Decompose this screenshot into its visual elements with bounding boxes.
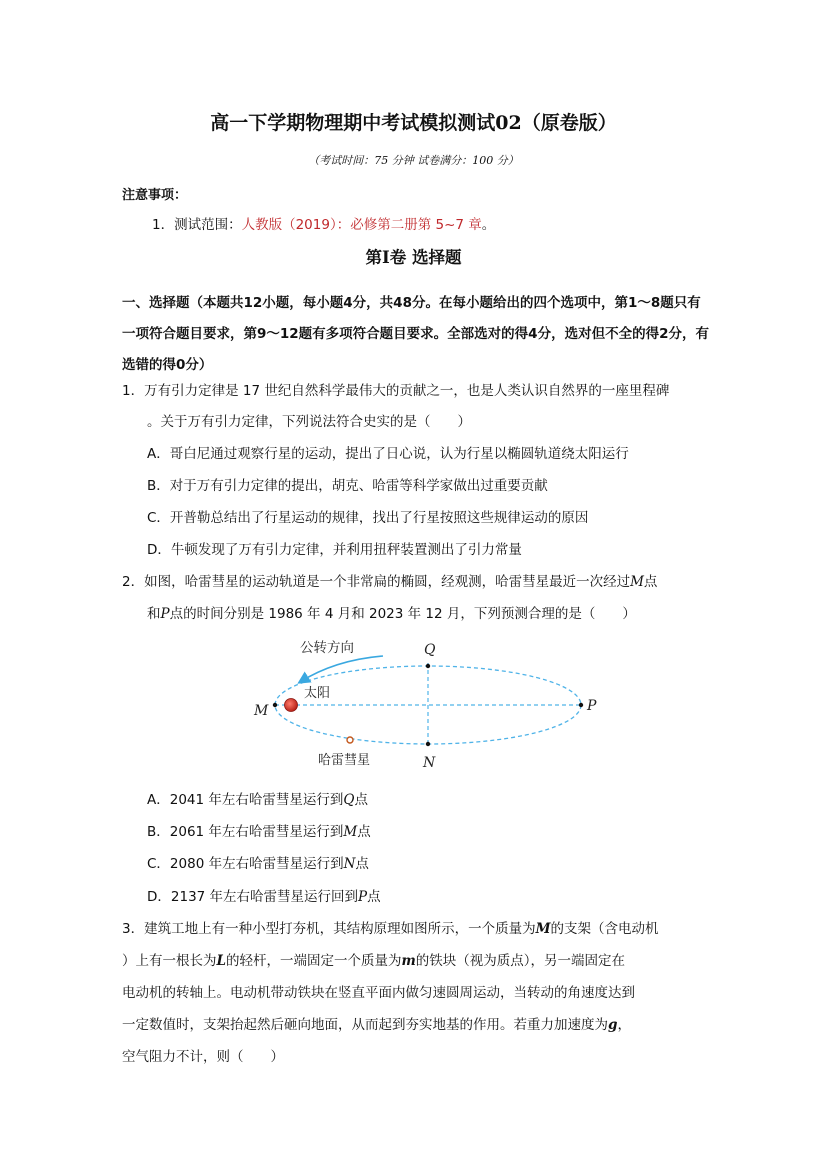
q2-option-d-point: P (358, 889, 368, 905)
q2-option-b-end: 点 (357, 824, 371, 840)
section-title: 第Ⅰ卷 选择题 (365, 248, 462, 267)
exam-info: （考试时间：75 分钟 试卷满分：100 分） (308, 154, 519, 167)
q2-option-d-end: 点 (367, 889, 381, 905)
q2-stem-line1-text: 2．如图，哈雷彗星的运动轨道是一个非常扁的椭圆，经观测，哈雷彗星最近一次经过 (122, 574, 631, 590)
q3-line2-text-b: 的轻杆，一端固定一个质量为 (226, 953, 402, 969)
point-n-label: N (423, 755, 436, 771)
q2-option-b-point: M (343, 824, 358, 840)
q3-line1-text: 3．建筑工地上有一种小型打夯机，其结构原理如图所示，一个质量为 (122, 921, 536, 937)
q3-stem-line5: 空气阻力不计，则（ ） (122, 1049, 284, 1065)
q3-line2-text-a: ）上有一根长为 (122, 953, 217, 969)
q3-stem-line4 (122, 1013, 631, 1033)
q2-var-m: M (630, 574, 644, 590)
direction-label: 公转方向 (300, 640, 354, 656)
halley-orbit-figure (240, 630, 620, 775)
point-p-dot (579, 703, 583, 707)
point-m-label: M (254, 703, 269, 719)
q1-option-a: A．哥白尼通过观察行星的运动，提出了日心说，认为行星以椭圆轨道绕太阳运行 (147, 446, 629, 462)
sun-label: 太阳 (304, 686, 331, 701)
q2-stem-line2-start: 和 (147, 606, 161, 622)
q3-stem-line3: 电动机的转轴上。电动机带动铁块在竖直平面内做匀速圆周运动，当转动的角速度达到 (122, 985, 635, 1001)
q2-var-p: P (160, 606, 170, 622)
point-p-label: P (587, 698, 597, 714)
q2-option-c-end: 点 (355, 856, 369, 872)
q2-option-a-end: 点 (354, 792, 368, 808)
q3-line4-end: ， (617, 1017, 631, 1033)
q3-var-big-m: M (535, 921, 551, 937)
q1-option-d: D．牛顿发现了万有引力定律，并利用扭秤装置测出了引力常量 (147, 542, 522, 558)
notice-item-1 (152, 213, 495, 233)
q2-option-a-text: A．2041 年左右哈雷彗星运行到 (147, 792, 344, 808)
q2-option-a (147, 788, 368, 808)
notice-item-1-suffix: 。 (481, 217, 496, 233)
point-m-dot (273, 703, 277, 707)
notice-heading: 注意事项： (122, 188, 188, 203)
notice-item-1-scope: 人教版（2019）：必修第二册第 5~7 章 (241, 217, 482, 233)
q2-option-c-point: N (343, 856, 356, 872)
q3-line2-text-c: 的铁块（视为质点），另一端固定在 (415, 953, 626, 969)
section-instructions: 一、选择题（本题共12小题，每小题4分，共48分。在每小题给出的四个选项中，第1～8题只有一项符合题目要求，第9～12题有多项符合题目要求。全部选对的得4分，选对但不全的得2分，有选错的得0分） (122, 295, 709, 373)
q3-var-g: g (608, 1017, 618, 1033)
q2-stem-line2-text: 点的时间分别是 1986 年 4 月和 2023 年 12 月，下列预测合理的是（ ） (169, 606, 636, 622)
q2-option-b-text: B．2061 年左右哈雷彗星运行到 (147, 824, 344, 840)
q3-var-l: L (216, 953, 226, 969)
notice-item-1-prefix: 1．测试范围： (152, 217, 242, 233)
q1-option-b: B．对于万有引力定律的提出，胡克、哈雷等科学家做出过重要贡献 (147, 478, 548, 494)
point-q-label: Q (424, 642, 436, 658)
q2-option-d-text: D．2137 年左右哈雷彗星运行回到 (147, 889, 359, 905)
q3-line4-text: 一定数值时，支架抬起然后砸向地面，从而起到夯实地基的作用。若重力加速度为 (122, 1017, 608, 1033)
q2-option-c-text: C．2080 年左右哈雷彗星运行到 (147, 856, 344, 872)
q2-option-b (147, 820, 371, 840)
comet-label: 哈雷彗星 (318, 753, 371, 768)
comet-icon (347, 737, 353, 743)
q3-stem-line2 (122, 949, 625, 969)
point-q-dot (426, 664, 430, 668)
q3-stem-line1 (122, 917, 659, 937)
sun-icon (285, 699, 298, 712)
page-title: 高一下学期物理期中考试模拟测试02（原卷版） (210, 112, 617, 134)
q2-option-d (147, 885, 381, 905)
point-n-dot (426, 742, 430, 746)
q1-stem-line1: 1．万有引力定律是 17 世纪自然科学最伟大的贡献之一，也是人类认识自然界的一座里程碑 (122, 383, 670, 399)
q1-option-c: C．开普勒总结出了行星运动的规律，找出了行星按照这些规律运动的原因 (147, 510, 589, 526)
q2-option-a-point: Q (343, 792, 355, 808)
q2-stem-line2 (147, 602, 636, 622)
q2-option-c (147, 852, 369, 872)
q3-line1-end: 的支架（含电动机 (550, 921, 659, 937)
q2-stem-line1 (122, 570, 657, 590)
q3-var-small-m: m (401, 953, 416, 969)
q2-stem-line1-end: 点 (643, 574, 658, 590)
q1-stem-line2: 。关于万有引力定律，下列说法符合史实的是（ ） (147, 414, 471, 430)
